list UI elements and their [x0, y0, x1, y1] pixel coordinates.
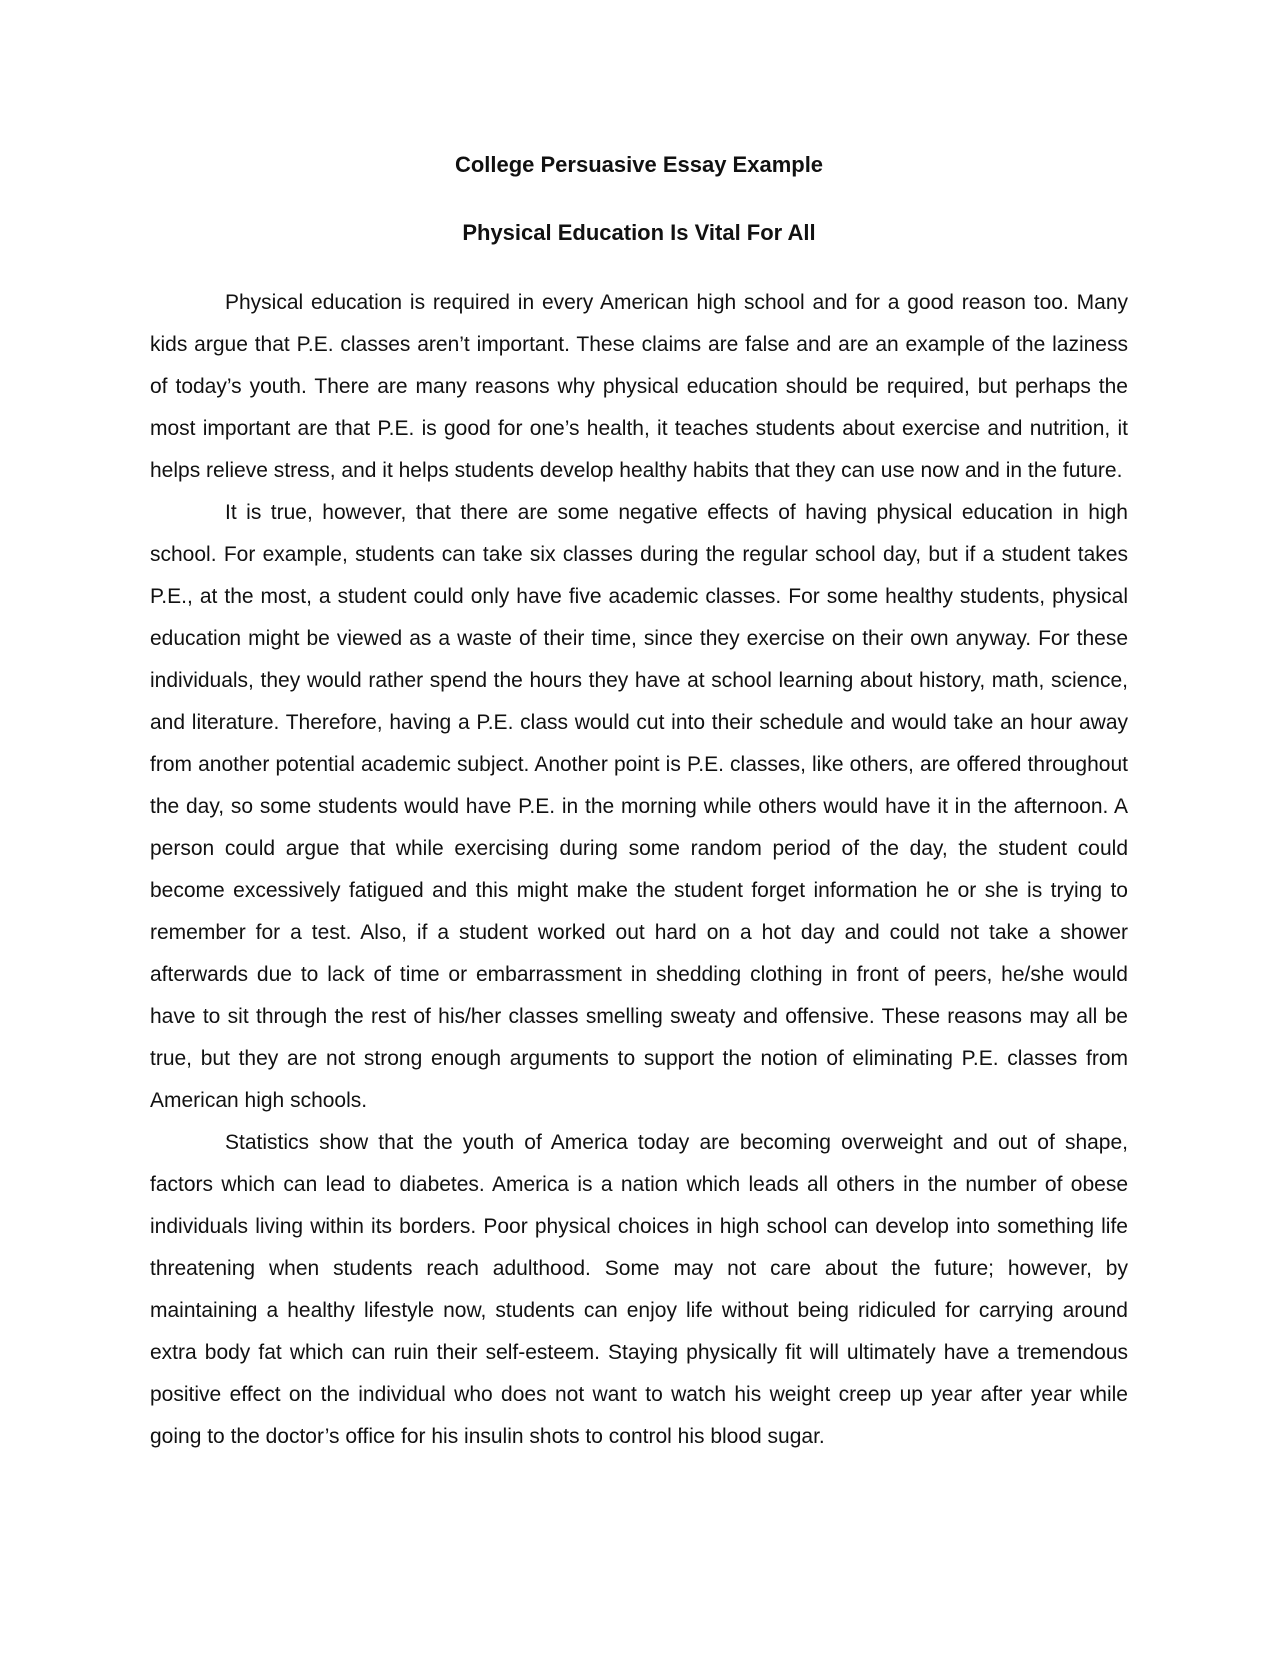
essay-title: Physical Education Is Vital For All [462, 220, 816, 245]
paragraph-2: It is true, however, that there are some negative effects of having physical education in high school. For example, students can take six classes during the regular school day, but if a student takes P.E., at the most, a student could only have five academic classes. For some healthy students, physical education might be viewed as a waste of their time, since they exercise on their own anyway. For these individuals, they would rather spend the hours they have at school learning about history, math, science, and literature. Therefore, having a P.E. class would cut into their schedule and would take an hour away from another potential academic subject. Another point is P.E. classes, like others, are offered throughout the day, so some students would have P.E. in the morning while others would have it in the afternoon. A person could argue that while exercising during some random period of the day, the student could become excessively fatigued and this might make the student forget information he or she is trying to remember for a test. Also, if a student worked out hard on a hot day and could not take a shower afterwards due to lack of time or embarrassment in shedding clothing in front of peers, he/she would have to sit through the rest of his/her classes smelling sweaty and offensive. These reasons may all be true, but they are not strong enough arguments to support the notion of eliminating P.E. classes from American high schools. [150, 501, 1128, 1112]
document-title: College Persuasive Essay Example [454, 152, 824, 177]
paragraph-1: Physical education is required in every American high school and for a good reason too. Many kids argue that P.E. classes aren’t important. These claims are false and are an example of the laziness of today’s youth. There are many reasons why physical education should be required, but perhaps the most important are that P.E. is good for one’s health, it teaches students about exercise and nutrition, it helps relieve stress, and it helps students develop healthy habits that they can use now and in the future. [150, 291, 1128, 482]
paragraph-3: Statistics show that the youth of America today are becoming overweight and out of shape, factors which can lead to diabetes. America is a nation which leads all others in the number of obese individuals living within its borders. Poor physical choices in high school can develop into something life threatening when students reach adulthood. Some may not care about the future; however, by maintaining a healthy lifestyle now, students can enjoy life without being ridiculed for carrying around extra body fat which can ruin their self-esteem. Staying physically fit will ultimately have a tremendous positive effect on the individual who does not want to watch his weight creep up year after year while going to the doctor’s office for his insulin shots to control his blood sugar. [150, 1131, 1128, 1448]
essay-body [150, 150, 1128, 1458]
